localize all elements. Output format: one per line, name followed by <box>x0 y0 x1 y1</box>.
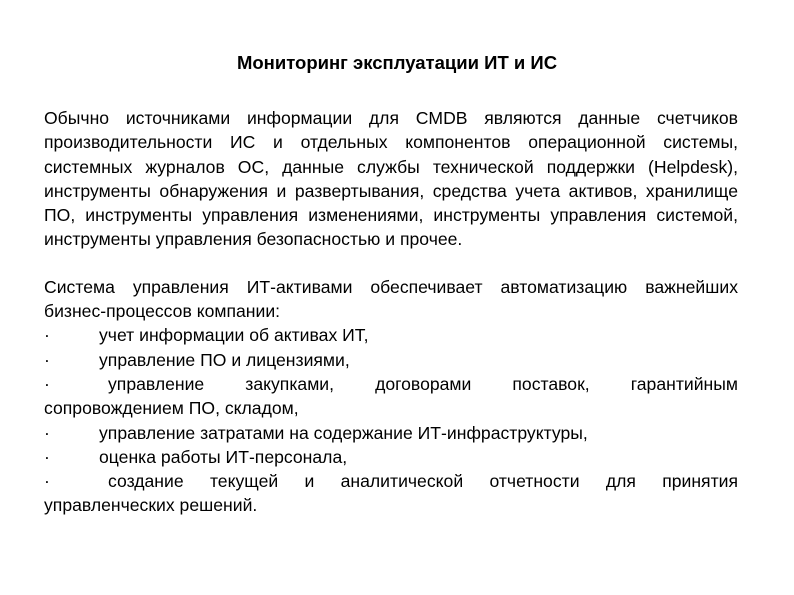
slide-body <box>44 106 738 518</box>
list-item-text: управление ПО и лицензиями, <box>99 349 350 370</box>
bullet-list <box>44 323 738 517</box>
list-item <box>44 348 738 372</box>
list-item-text: управление закупками, договорами поставок, гарантийным сопровождением ПО, складом, <box>44 373 738 419</box>
paragraph-cmdb-sources: Обычно источниками информации для CMDB являются данные счетчиков производительности ИС и отдельных компонентов операционной системы, системных журналов ОС, данные службы технической поддержки (Helpdesk), инструменты обнаружения и развертывания, средства учета активов, хранилище ПО, инструменты управления изменениями, инструменты управления системой, инструменты управления безопасностью и прочее. <box>44 108 738 250</box>
list-item <box>44 372 738 421</box>
slide-title: Мониторинг эксплуатации ИТ и ИС <box>236 52 558 73</box>
paragraph-it-asset-management: Система управления ИТ-активами обеспечивает автоматизацию важнейших бизнес-процессов компании: <box>44 276 738 322</box>
list-item <box>44 469 738 518</box>
list-item <box>44 445 738 469</box>
list-item <box>44 323 738 347</box>
bullet-mark: · <box>44 446 50 467</box>
list-item-text: учет информации об активах ИТ, <box>99 325 369 346</box>
bullet-mark: · <box>44 422 50 443</box>
bullet-mark: · <box>44 349 50 370</box>
list-item <box>44 421 738 445</box>
bullet-mark: · <box>44 471 50 492</box>
bullet-mark: · <box>44 373 50 394</box>
list-item-text: создание текущей и аналитической отчетности для принятия управленческих решений. <box>44 471 738 516</box>
bullet-mark: · <box>44 325 50 346</box>
list-item-text: управление затратами на содержание ИТ-инфраструктуры, <box>99 422 588 443</box>
list-item-text: оценка работы ИТ-персонала, <box>99 446 348 467</box>
